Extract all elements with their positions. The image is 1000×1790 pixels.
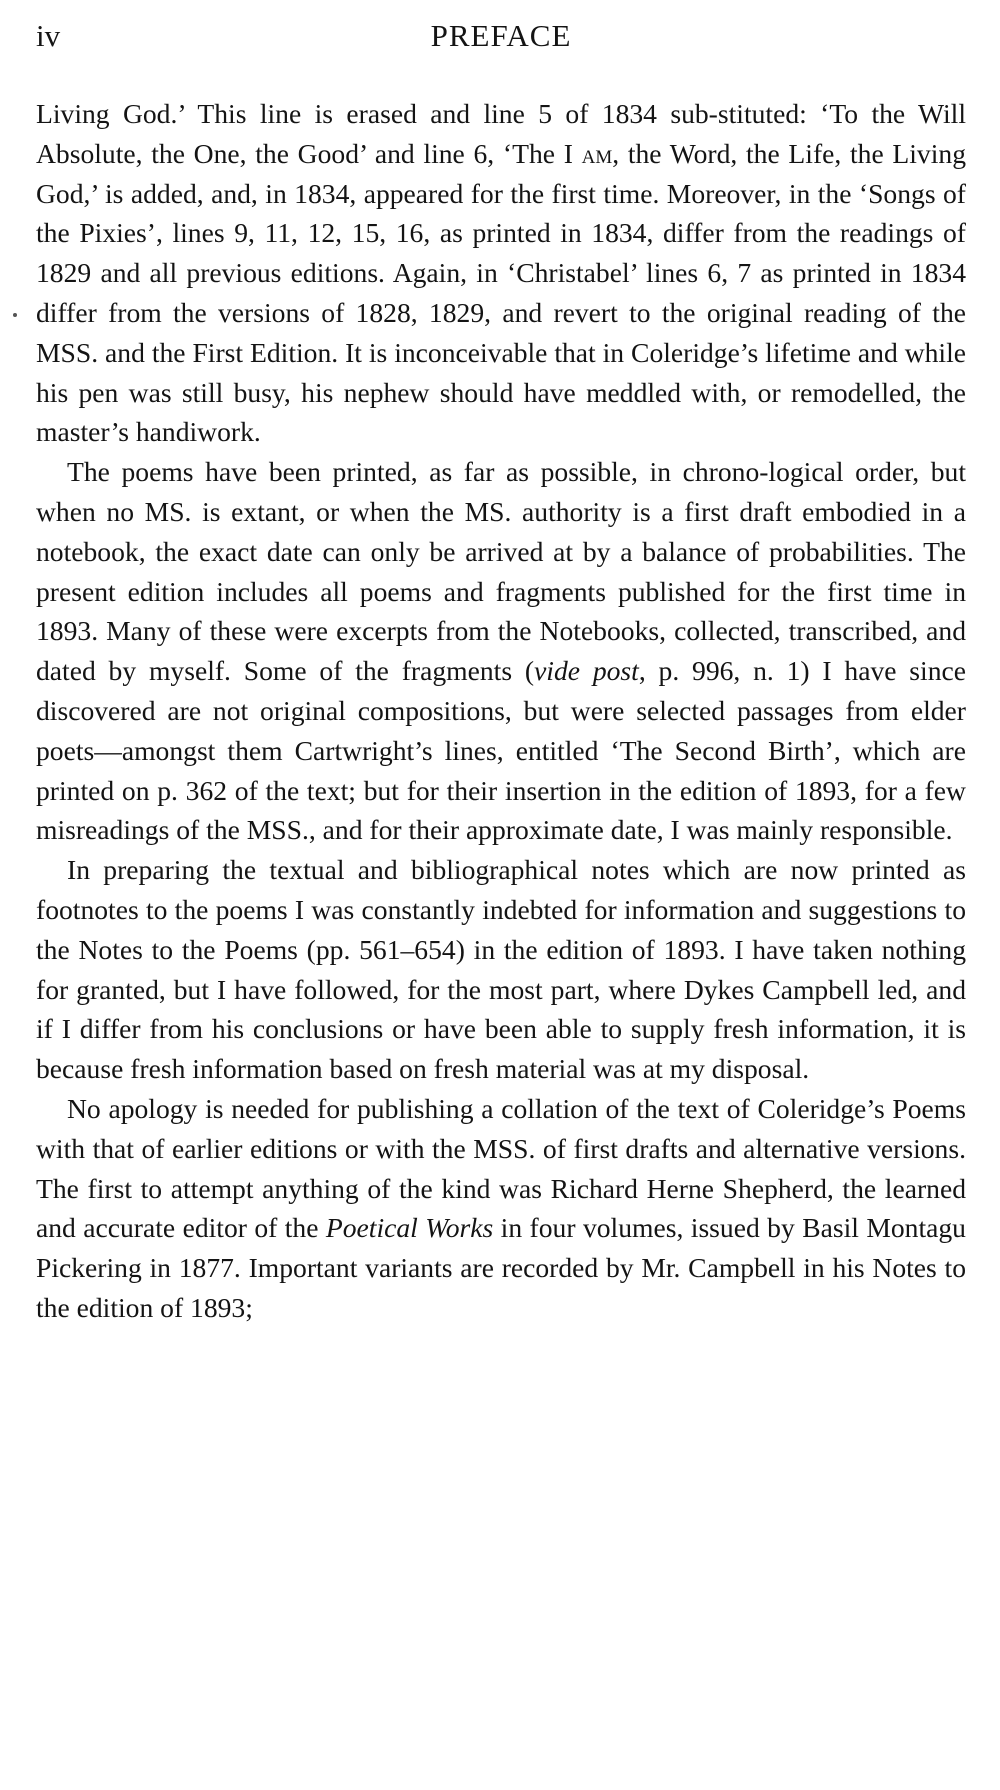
page-number: iv xyxy=(36,18,61,53)
paragraph-4 xyxy=(36,1089,966,1328)
small-caps-am: am xyxy=(581,137,613,169)
paragraph-2-text-a: The poems have been printed, as far as possible, in chrono-logical order, but when no MS. is extant, or when the MS. authority is a first draft embodied in a notebook, the exact date can only be arrived at by a balance of probabilities. The present edition includes all poems and fragments published for the first time in 1893. Many of these were excerpts from the Notebooks, collected, transcribed, and dated by myself. Some of the fragments ( xyxy=(36,456,966,687)
paragraph-1-text-a: Living God.’ This line is erased and line 5 of 1834 sub-stituted: ‘To the Will Absolute, the One, the Good’ and line 6, ‘The I xyxy=(36,98,966,169)
paragraph-3-text: In preparing the textual and bibliographical notes which are now printed as footnotes to the poems I was constantly indebted for information and suggestions to the Notes to the Poems (pp. 561–654) in the edition of 1893. I have taken nothing for granted, but I have followed, for the most part, where Dykes Campbell led, and if I differ from his conclusions or have been able to supply fresh information, it is because fresh information based on fresh material was at my disposal. xyxy=(36,854,966,1085)
running-head: PREFACE xyxy=(430,18,572,53)
paragraph-1-text-b: , the Word, the Life, the Living God,’ is added, and, in 1834, appeared for the first time. Moreover, in the ‘Songs of the Pixies’, lines 9, 11, 12, 15, 16, as printed in 1834, differ from the readings of 1829 and all previous editions. Again, in ‘Christabel’ lines 6, 7 as printed in 1834 differ from the versions of 1828, 1829, and revert to the original reading of the MSS. and the First Edition. It is inconceivable that in Coleridge’s lifetime and while his pen was still busy, his nephew should have meddled with, or remodelled, the master’s handiwork. xyxy=(36,137,966,448)
paragraph-2-text-b: , p. 996, n. 1) I have since discovered are not original compositions, but were selected passages from elder poets—amongst them Cartwright’s lines, entitled ‘The Second Birth’, which are printed on p. 362 of the text; but for their insertion in the edition of 1893, for a few misreadings of the MSS., and for their approximate date, I was mainly responsible. xyxy=(36,655,966,846)
paragraph-3 xyxy=(36,850,966,1089)
page-header xyxy=(36,18,966,60)
paragraph-2 xyxy=(36,452,966,850)
margin-dot-mark xyxy=(13,313,17,317)
paragraph-4-text-b: in four volumes, issued by Basil Montagu Pickering in 1877. Important variants are recorded by Mr. Campbell in his Notes to the edition of 1893; xyxy=(36,1212,966,1323)
paragraph-1 xyxy=(36,94,966,452)
book-page xyxy=(36,18,966,1328)
italic-vide-post: vide post xyxy=(534,655,639,687)
italic-poetical-works: Poetical Works xyxy=(325,1212,494,1244)
body-text xyxy=(36,94,966,1328)
paragraph-4-text-a: No apology is needed for publishing a collation of the text of Coleridge’s Poems with that of earlier editions or with the MSS. of first drafts and alternative versions. The first to attempt anything of the kind was Richard Herne Shepherd, the learned and accurate editor of the xyxy=(36,1092,966,1244)
